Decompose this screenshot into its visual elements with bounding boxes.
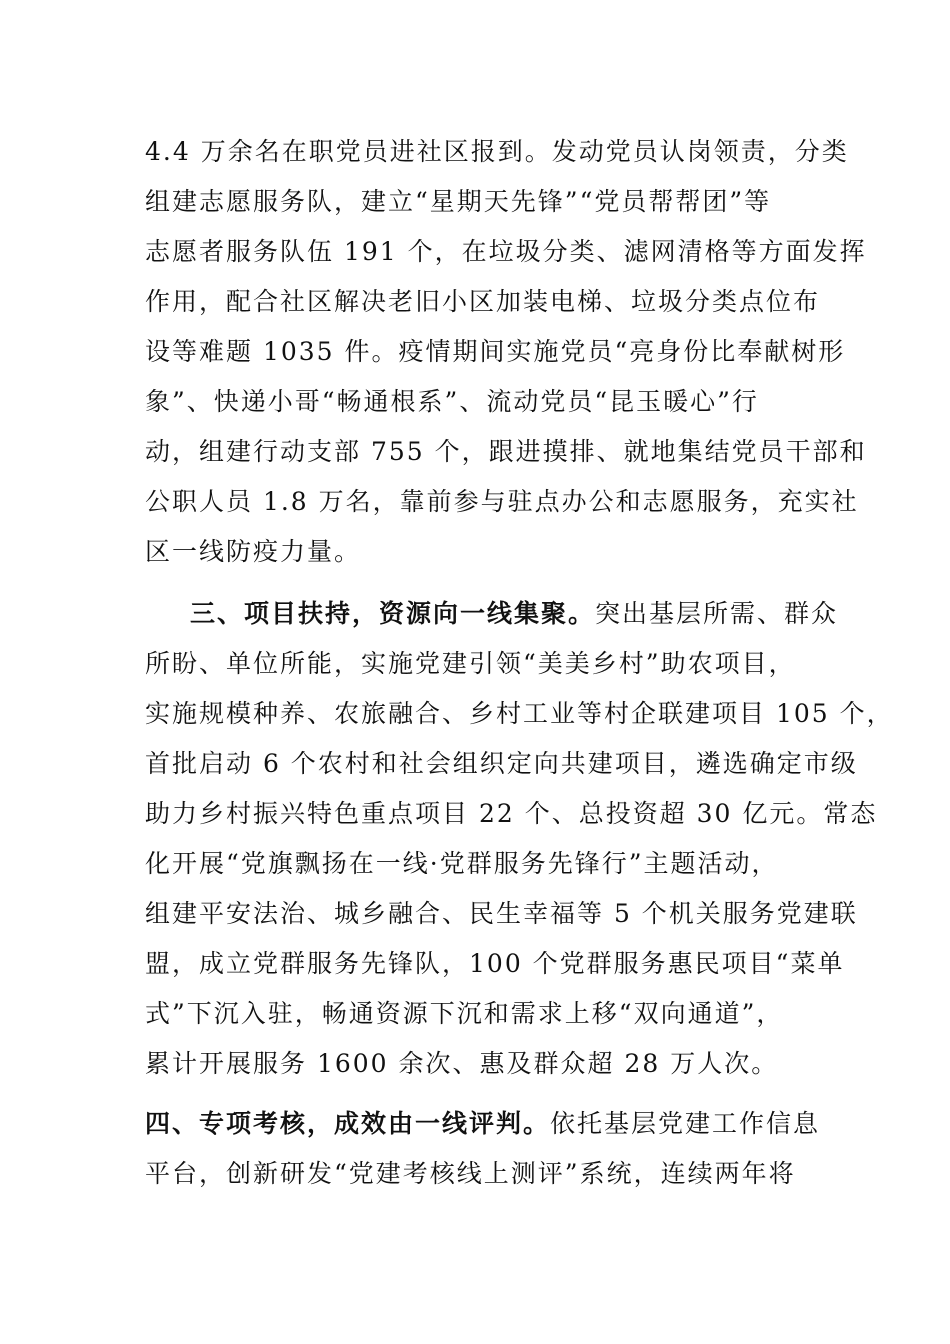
paragraph-line: 盟，成立党群服务先锋队，100 个党群服务惠民项目“菜单	[145, 949, 845, 978]
paragraph-line: 累计开展服务 1600 余次、惠及群众超 28 万人次。	[145, 1049, 779, 1078]
paragraph-line: 实施规模种养、农旅融合、乡村工业等村企联建项目 105 个，	[145, 699, 894, 728]
section-3-first-line-text: 突出基层所需、群众	[595, 599, 839, 628]
paragraph-line: 动，组建行动支部 755 个，跟进摸排、就地集结党员干部和	[145, 437, 867, 466]
section-4-first-line-text: 依托基层党建工作信息	[550, 1109, 821, 1138]
section-4-heading: 四、专项考核，成效由一线评判。	[145, 1109, 551, 1138]
paragraph-line: 作用，配合社区解决老旧小区加装电梯、垃圾分类点位布	[145, 287, 821, 316]
paragraph-line: 平台，创新研发“党建考核线上测评”系统，连续两年将	[145, 1159, 796, 1188]
section-3-heading: 三、项目扶持，资源向一线集聚。	[190, 599, 596, 628]
paragraph-line: 象”、快递小哥“畅通根系”、流动党员“昆玉暖心”行	[145, 387, 759, 416]
paragraph-line: 志愿者服务队伍 191 个，在垃圾分类、滤网清格等方面发挥	[145, 237, 867, 266]
paragraph-line: 设等难题 1035 件。疫情期间实施党员“亮身份比奉献树形	[145, 337, 846, 366]
paragraph-line: 组建平安法治、城乡融合、民生幸福等 5 个机关服务党建联	[145, 899, 858, 928]
paragraph-line: 区一线防疫力量。	[145, 537, 362, 566]
paragraph-line: 4.4 万余名在职党员进社区报到。发动党员认岗领责，分类	[145, 137, 849, 166]
paragraph-line: 组建志愿服务队，建立“星期天先锋”“党员帮帮团”等	[145, 187, 772, 216]
paragraph-line: 所盼、单位所能，实施党建引领“美美乡村”助农项目，	[145, 649, 796, 678]
paragraph-line: 化开展“党旗飘扬在一线·党群服务先锋行”主题活动，	[145, 849, 779, 878]
paragraph-line: 式”下沉入驻，畅通资源下沉和需求上移“双向通道”，	[145, 999, 784, 1028]
paragraph-line: 助力乡村振兴特色重点项目 22 个、总投资超 30 亿元。常态	[145, 799, 878, 828]
paragraph-line: 首批启动 6 个农村和社会组织定向共建项目，遴选确定市级	[145, 749, 858, 778]
section-4-first-line	[145, 1104, 821, 1144]
section-3-first-line	[190, 594, 839, 634]
paragraph-line: 公职人员 1.8 万名，靠前参与驻点办公和志愿服务，充实社	[145, 487, 859, 516]
